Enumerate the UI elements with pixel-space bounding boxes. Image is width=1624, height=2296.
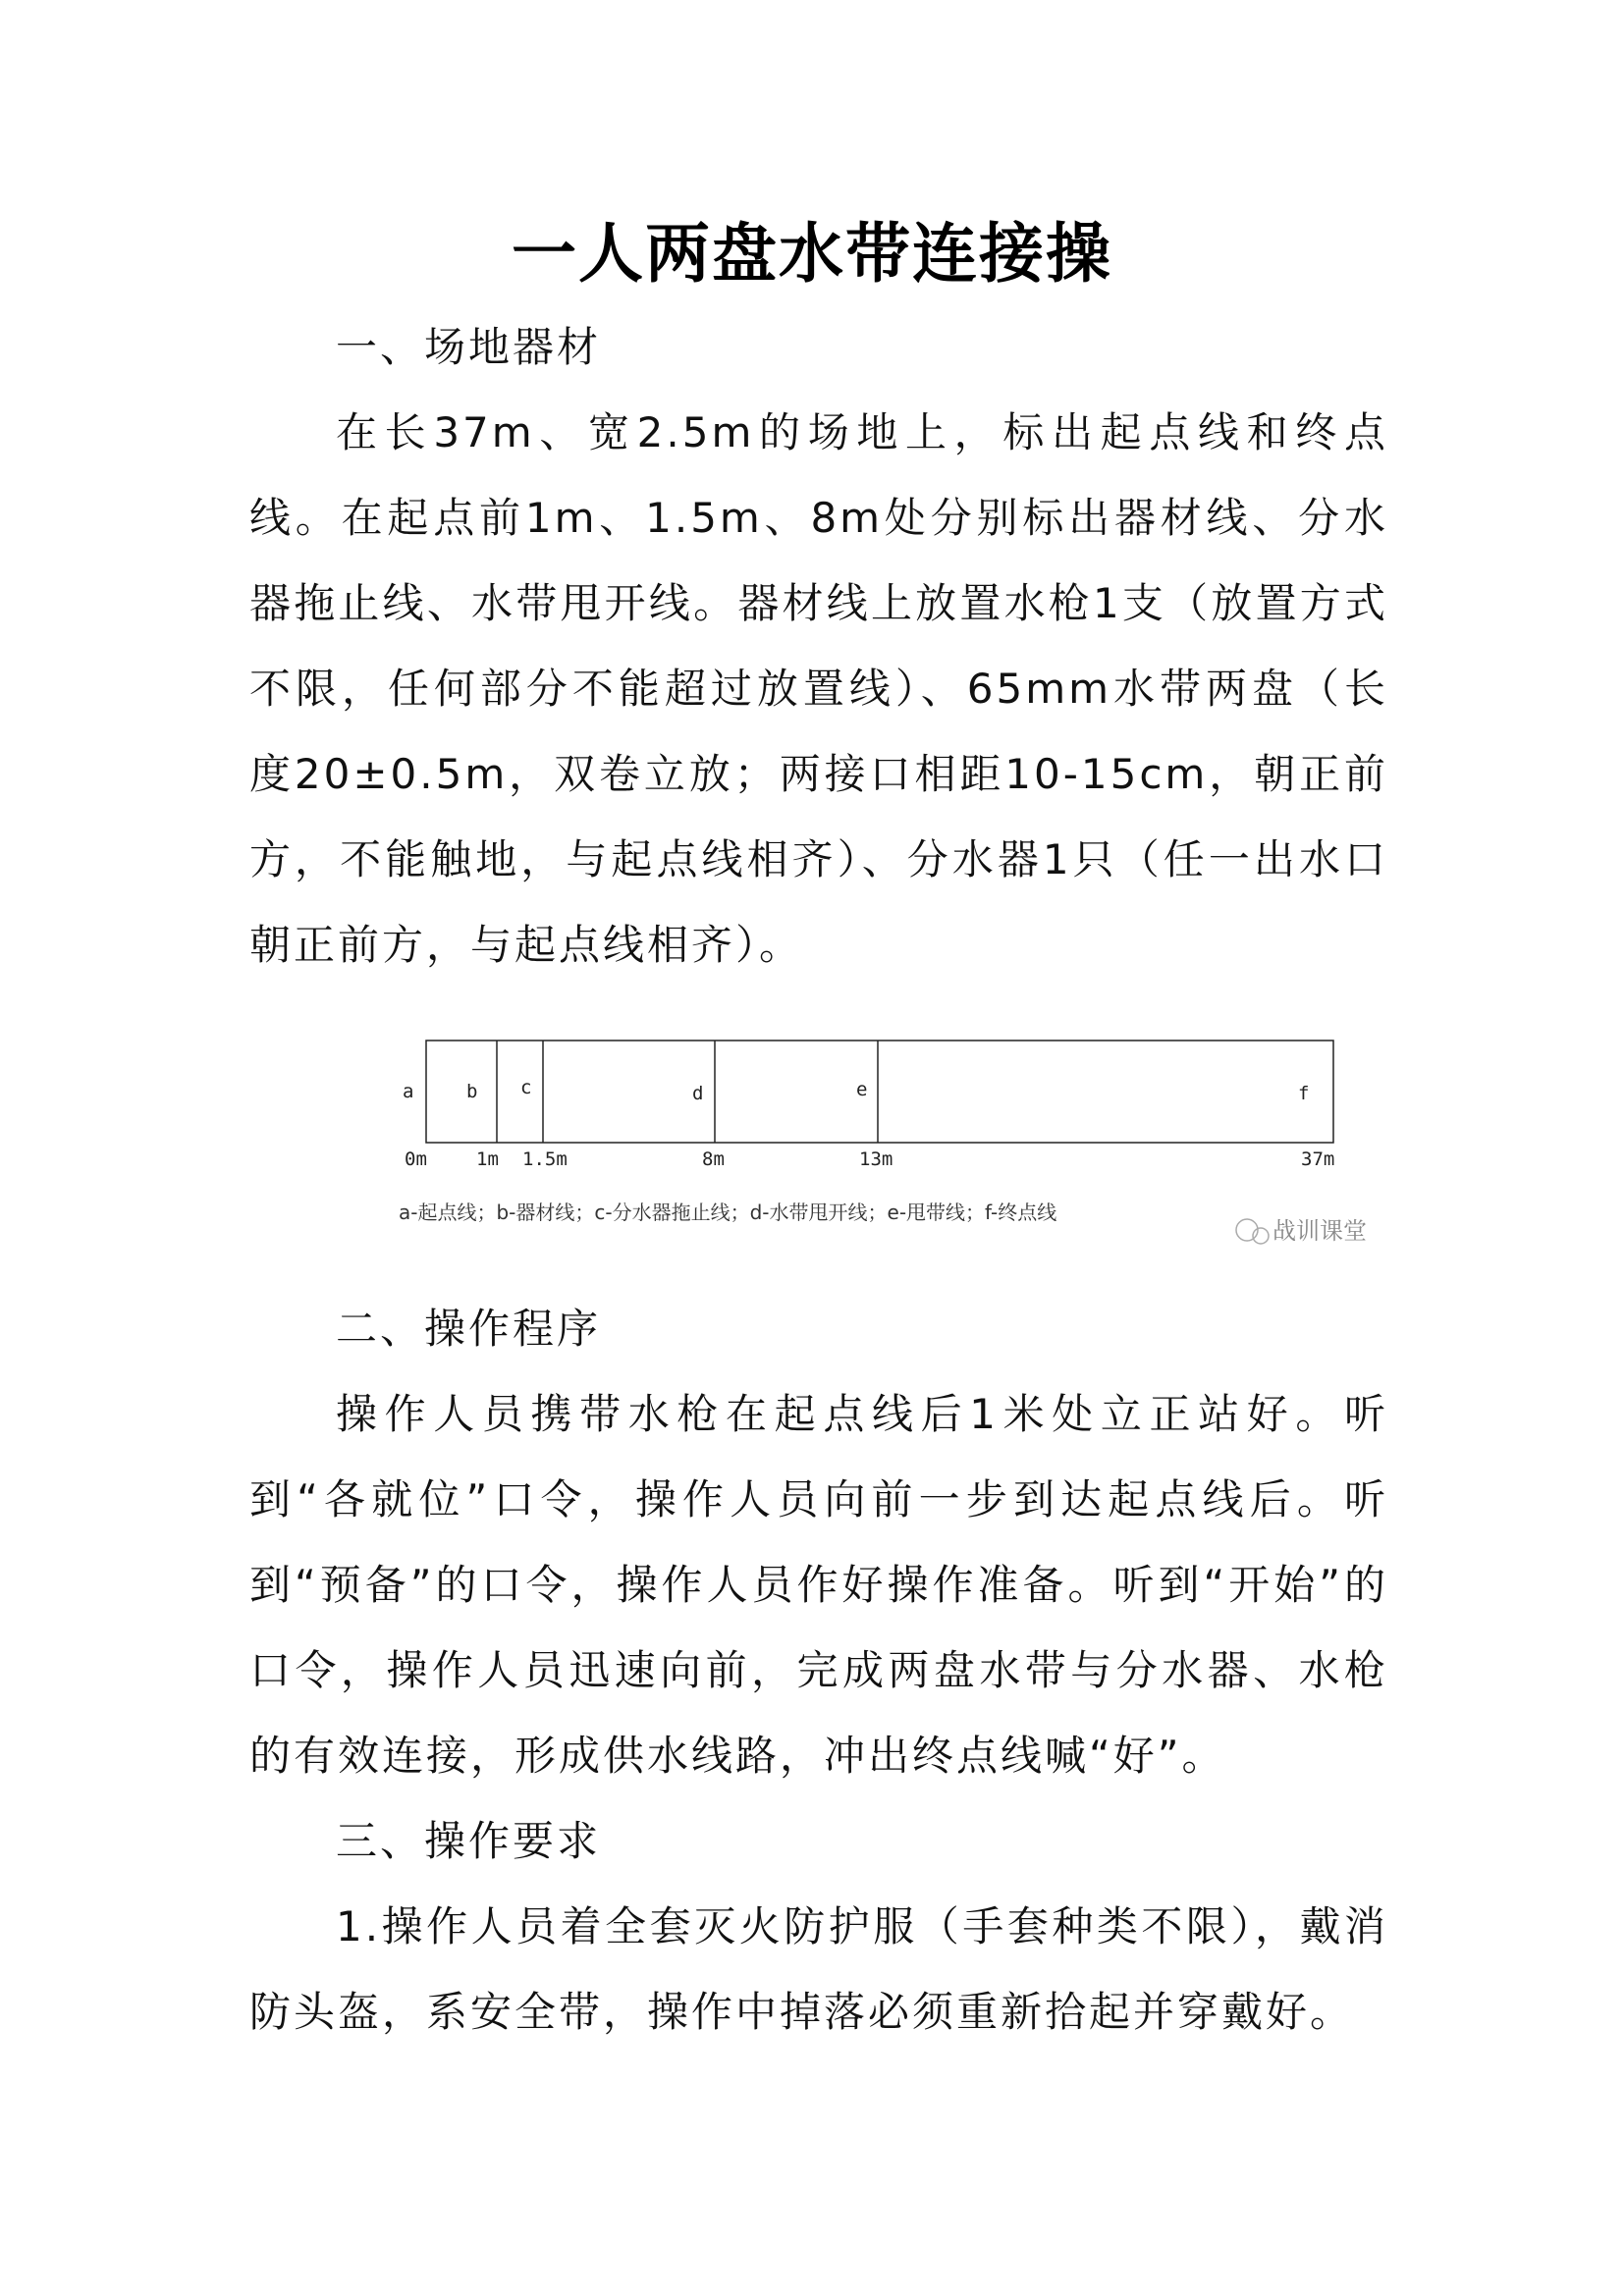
section-body-requirements: 1.操作人员着全套灭火防护服（手套种类不限），戴消防头盔，系安全带，操作中掉落必须重新拾起并穿戴好。 — [249, 1902, 1388, 2036]
tick-label-37m: 37m — [1301, 1148, 1335, 1170]
zone-label-d: d — [692, 1083, 704, 1104]
section-heading-procedure: 二、操作程序 — [336, 1305, 602, 1353]
tick-label-0m: 0m — [405, 1148, 427, 1170]
section-heading-venue: 一、场地器材 — [336, 323, 602, 371]
zone-label-c: c — [520, 1077, 532, 1098]
watermark-text: 战训课堂 — [1272, 1217, 1367, 1245]
document-title: 一人两盘水带连接操 — [512, 215, 1112, 292]
zone-label-b: b — [466, 1081, 478, 1102]
section-body-venue: 在长37m、宽2.5m的场地上，标出起点线和终点线。在起点前1m、1.5m、8m处分别标出器材线、分水器拖止线、水带甩开线。器材线上放置水枪1支（放置方式不限，任何部分不能超过放置线）、65mm水带两盘（长度20±0.5m，双卷立放；两接口相距10-15cm，朝正前方，不能触地，与起点线相齐）、分水器1只（任一出水口朝正前方，与起点线相齐）。 — [249, 408, 1388, 969]
tick-label-8m: 8m — [702, 1148, 725, 1170]
tick-label-1m: 1m — [476, 1148, 499, 1170]
section-body-procedure: 操作人员携带水枪在起点线后1米处立正站好。听到“各就位”口令，操作人员向前一步到达起点线后。听到“预备”的口令，操作人员作好操作准备。听到“开始”的口令，操作人员迅速向前，完成两盘水带与分水器、水枪的有效连接，形成供水线路，冲出终点线喊“好”。 — [249, 1390, 1388, 1780]
zone-label-e: e — [856, 1079, 868, 1100]
venue-field-outline — [426, 1041, 1333, 1143]
zone-label-a: a — [403, 1081, 414, 1102]
section-heading-requirements: 三、操作要求 — [336, 1817, 602, 1865]
zone-label-f: f — [1298, 1083, 1310, 1104]
tick-label-13m: 13m — [859, 1148, 893, 1170]
diagram-caption: a-起点线；b-器材线；c-分水器拖止线；d-水带甩开线；e-甩带线；f-终点线 — [399, 1201, 1057, 1224]
venue-diagram-svg — [393, 1031, 1375, 1256]
watermark — [1236, 1217, 1367, 1245]
tick-label-1-5m: 1.5m — [522, 1148, 568, 1170]
venue-diagram — [393, 1031, 1375, 1256]
